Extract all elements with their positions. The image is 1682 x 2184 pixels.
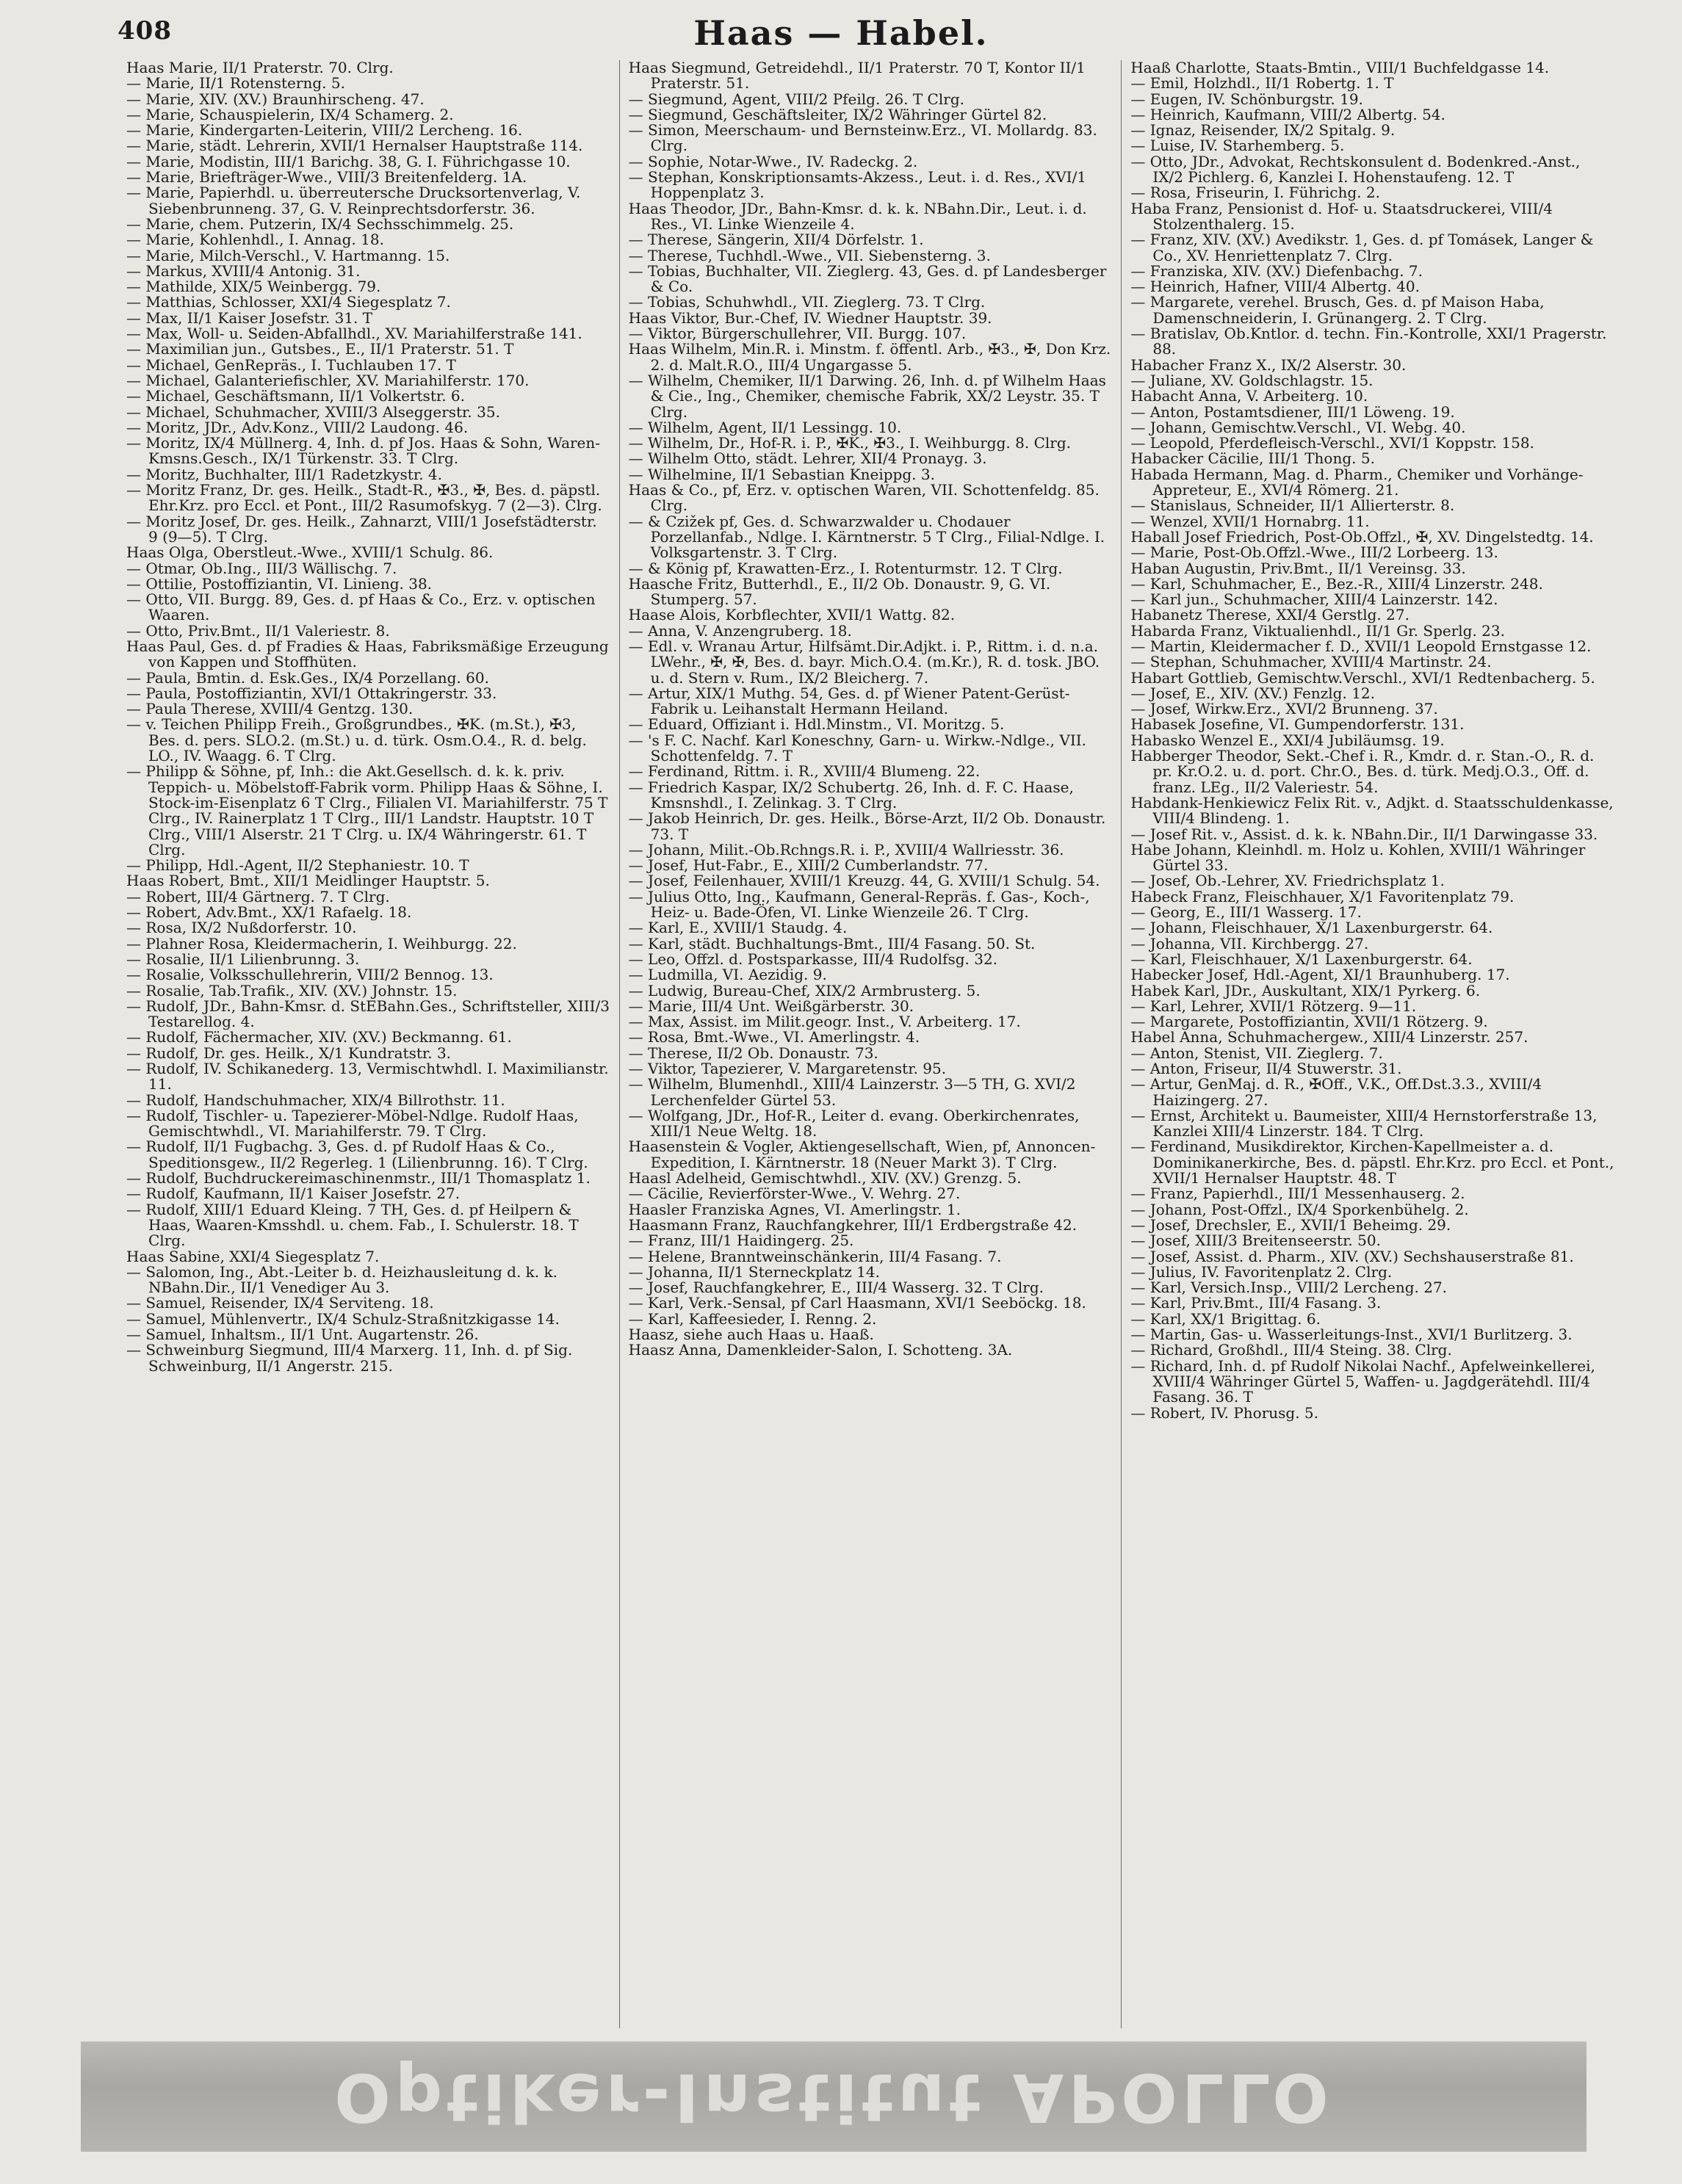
directory-entry: — Juliane, XV. Goldschlagstr. 15.: [1130, 371, 1374, 389]
directory-entry: — Julius, IV. Favoritenplatz 2. Clrg.: [1130, 1262, 1393, 1281]
directory-entry: Haas Paul, Ges. d. pf Fradies & Haas, Fabriksmäßige Erzeugung von Kappen und Stoffhüten.: [126, 637, 609, 671]
directory-entry: — Johann, Fleischhauer, X/1 Laxenburgerstr. 64.: [1130, 919, 1493, 937]
directory-entry: — Maximilian jun., Gutsbes., E., II/1 Praterstr. 51. T: [126, 340, 514, 358]
directory-entry: — Marie, Kohlenhdl., I. Annag. 18.: [126, 231, 384, 249]
directory-entry: — Otto, Priv.Bmt., II/1 Valeriestr. 8.: [126, 621, 390, 640]
directory-entry: Haas Marie, II/1 Praterstr. 70. Clrg.: [126, 60, 394, 76]
directory-entry: — Stephan, Schuhmacher, XVIII/4 Martinstr. 24.: [1130, 653, 1492, 671]
directory-entry: — & König pf, Krawatten-Erz., I. Rotenturmstr. 12. T Clrg.: [628, 559, 1063, 577]
directory-entry: — Karl, Lehrer, XVII/1 Rötzerg. 9—11.: [1130, 997, 1417, 1015]
directory-entry: — Tobias, Schuhwhdl., VII. Zieglerg. 73. T Clrg.: [628, 293, 986, 311]
directory-entry: — Paula, Postoffiziantin, XVI/1 Ottakringerstr. 33.: [126, 684, 497, 702]
directory-entry: — Julius Otto, Ing., Kaufmann, General-Repräs. f. Gas-, Koch-, Heiz- u. Bade-Öfen, VI. Linke Wienzeile 26. T Clrg.: [628, 887, 1090, 922]
directory-entry: — Therese, Tuchhdl.-Wwe., VII. Siebensterng. 3.: [628, 246, 991, 264]
directory-entry: — Richard, Inh. d. pf Rudolf Nikolai Nachf., Apfelweinkellerei, XVIII/4 Währinger Gürtel 5, Waffen- u. Jagdgerätehdl. III/4 Fasang. 36. T: [1130, 1356, 1595, 1406]
directory-entry: — Marie, chem. Putzerin, IX/4 Sechsschimmelg. 25.: [126, 214, 514, 233]
directory-entry: — Paula, Bmtin. d. Esk.Ges., IX/4 Porzellang. 60.: [126, 668, 489, 687]
directory-entry: — Rosa, Friseurin, I. Führichg. 2.: [1130, 184, 1380, 202]
directory-entry: — Eugen, IV. Schönburgstr. 19.: [1130, 90, 1363, 108]
directory-entry: — Karl, städt. Buchhaltungs-Bmt., III/4 Fasang. 50. St.: [628, 934, 1036, 952]
directory-entry: — Ernst, Architekt u. Baumeister, XIII/4 Hernstorferstraße 13, Kanzlei XIII/4 Linzerstr. 184. T Clrg.: [1130, 1106, 1598, 1140]
directory-entry: — Karl, Priv.Bmt., III/4 Fasang. 3.: [1130, 1294, 1382, 1312]
directory-entry: — Heinrich, Hafner, VIII/4 Albertg. 40.: [1130, 278, 1420, 296]
directory-entry: — Jakob Heinrich, Dr. ges. Heilk., Börse-Arzt, II/2 Ob. Donaustr. 73. T: [628, 809, 1106, 843]
directory-entry: — Samuel, Mühlenvertr., IX/4 Schulz-Straßnitzkigasse 14.: [126, 1309, 560, 1328]
directory-entry: — Rosalie, Volksschullehrerin, VIII/2 Bennog. 13.: [126, 966, 494, 984]
directory-entry: — Moritz, JDr., Adv.Konz., VIII/2 Laudong. 46.: [126, 418, 469, 436]
directory-entry: — Martin, Gas- u. Wasserleitungs-Inst., XVI/1 Burlitzerg. 3.: [1130, 1326, 1573, 1344]
directory-entry: — Josef, Rauchfangkehrer, E., III/4 Wasserg. 32. T Clrg.: [628, 1279, 1044, 1297]
directory-entry: — Wilhelm, Blumenhdl., XIII/4 Lainzerstr. 3—5 TH, G. XVI/2 Lerchenfelder Gürtel 53.: [628, 1075, 1076, 1109]
directory-entry: — Wilhelm, Chemiker, II/1 Darwing. 26, Inh. d. pf Wilhelm Haas & Cie., Ing., Chemiker, chemische Fabrik, XX/2 Leystr. 35. T Clrg.: [628, 371, 1106, 421]
directory-entry: — Otto, VII. Burgg. 89, Ges. d. pf Haas & Co., Erz. v. optischen Waaren.: [126, 590, 596, 624]
directory-entry: Haasl Adelheid, Gemischtwhdl., XIV. (XV.) Grenzg. 5.: [628, 1169, 1022, 1187]
directory-entry: — Heinrich, Kaufmann, VIII/2 Albertg. 54.: [1130, 105, 1445, 123]
directory-entry: — Marie, Briefträger-Wwe., VIII/3 Breitenfelderg. 1A.: [126, 168, 527, 187]
directory-entry: — Rudolf, Handschuhmacher, XIX/4 Billrothstr. 11.: [126, 1091, 505, 1109]
directory-entry: — Philipp, Hdl.-Agent, II/2 Stephaniestr. 10. T: [126, 856, 469, 875]
directory-entry: — Josef, Hut-Fabr., E., XIII/2 Cumberlandstr. 77.: [628, 856, 989, 875]
footer-advertisement-text: Optiker-Institut APOLLO: [334, 2058, 1333, 2136]
directory-columns: [118, 60, 1623, 2028]
directory-entry: — Marie, Post-Ob.Offzl.-Wwe., III/2 Lorbeerg. 13.: [1130, 543, 1498, 562]
directory-entry: — Michael, GenRepräs., I. Tuchlauben 17. T: [126, 355, 456, 374]
directory-entry: — Simon, Meerschaum- und Bernsteinw.Erz., VI. Mollardg. 83. Clrg.: [628, 121, 1097, 155]
directory-entry: Haasenstein & Vogler, Aktiengesellschaft, Wien, pf, Annoncen-Expedition, I. Kärntnerstr. 18 (Neuer Markt 3). T Clrg.: [628, 1138, 1096, 1171]
directory-entry: Haas Wilhelm, Min.R. i. Minstm. f. öffentl. Arb., ✠3., ✠, Don Krz. 2. d. Malt.R.O., III/4 Ungargasse 5.: [628, 340, 1111, 374]
directory-entry: — Josef, Feilenhauer, XVIII/1 Kreuzg. 44, G. XVIII/1 Schulg. 54.: [628, 872, 1100, 890]
directory-entry: — Marie, Papierhdl. u. überreutersche Drucksortenverlag, V. Siebenbrunneng. 37, G. V. Reinprechtsdorferstr. 36.: [126, 184, 581, 217]
directory-entry: — Martin, Kleidermacher f. D., XVII/1 Leopold Ernstgasse 12.: [1130, 637, 1592, 655]
directory-entry: — Georg, E., III/1 Wasserg. 17.: [1130, 903, 1362, 922]
directory-entry: — Paula Therese, XVIII/4 Gentzg. 130.: [126, 700, 414, 718]
directory-entry: — Karl, Kaffeesieder, I. Renng. 2.: [628, 1309, 877, 1328]
directory-entry: — Franz, Papierhdl., III/1 Messenhauserg. 2.: [1130, 1185, 1465, 1203]
directory-entry: — Friedrich Kaspar, IX/2 Schubertg. 26, Inh. d. F. C. Haase, Kmsnshdl., I. Zelinkag. 3. T Clrg.: [628, 778, 1074, 811]
directory-entry: — Marie, Modistin, III/1 Barichg. 38, G. I. Führichgasse 10.: [126, 152, 571, 170]
directory-entry: — Robert, III/4 Gärtnerg. 7. T Clrg.: [126, 887, 390, 905]
directory-entry: — Schweinburg Siegmund, III/4 Marxerg. 11, Inh. d. pf Sig. Schweinburg, II/1 Angerstr. 215.: [126, 1341, 573, 1375]
directory-entry: — Sophie, Notar-Wwe., IV. Radeckg. 2.: [628, 152, 918, 170]
directory-entry: — Salomon, Ing., Abt.-Leiter b. d. Heizhausleitung d. k. k. NBahn.Dir., II/1 Venediger Au 3.: [126, 1262, 557, 1297]
directory-entry: Habe Johann, Kleinhdl. m. Holz u. Kohlen, XVIII/1 Währinger Gürtel 33.: [1130, 840, 1586, 875]
directory-entry: Habacker Cäcilie, III/1 Thong. 5.: [1130, 449, 1375, 468]
directory-entry: — Karl, Versich.Insp., VIII/2 Lercheng. 27.: [1130, 1279, 1448, 1297]
directory-entry: — Josef Rit. v., Assist. d. k. k. NBahn.Dir., II/1 Darwingasse 33.: [1130, 825, 1598, 843]
directory-entry: — Karl, E., XVIII/1 Staudg. 4.: [628, 919, 848, 937]
directory-entry: — Josef, Assist. d. Pharm., XIV. (XV.) Sechshauserstraße 81.: [1130, 1247, 1574, 1265]
directory-entry: Haas Siegmund, Getreidehdl., II/1 Praterstr. 70 T, Kontor II/1 Praterstr. 51.: [628, 60, 1086, 93]
footer-advertisement: [81, 2042, 1587, 2152]
directory-entry: Habacher Franz X., IX/2 Alserstr. 30.: [1130, 355, 1407, 374]
directory-entry: — Markus, XVIII/4 Antonig. 31.: [126, 261, 361, 280]
directory-entry: — Max, II/1 Kaiser Josefstr. 31. T: [126, 308, 373, 327]
directory-entry: — Bratislav, Ob.Kntlor. d. techn. Fin.-Kontrolle, XXI/1 Pragerstr. 88.: [1130, 325, 1607, 358]
directory-entry: Haas Viktor, Bur.-Chef, IV. Wiedner Hauptstr. 39.: [628, 308, 992, 327]
directory-entry: — Johann, Gemischtw.Verschl., VI. Webg. 40.: [1130, 418, 1466, 436]
directory-entry: — Leo, Offzl. d. Postsparkasse, III/4 Rudolfsg. 32.: [628, 950, 998, 968]
directory-entry: Haase Alois, Korbflechter, XVII/1 Wattg. 82.: [628, 606, 956, 624]
directory-entry: — Siegmund, Geschäftsleiter, IX/2 Währinger Gürtel 82.: [628, 105, 1047, 123]
directory-entry: — Josef, Wirkw.Erz., XVI/2 Brunneng. 37.: [1130, 700, 1438, 718]
directory-entry: — Josef, E., XIV. (XV.) Fenzlg. 12.: [1130, 684, 1375, 702]
directory-entry: — Johann, Post-Offzl., IX/4 Sporkenbühelg. 2.: [1130, 1200, 1469, 1218]
directory-entry: Habel Anna, Schuhmachergew., XIII/4 Linzerstr. 257.: [1130, 1028, 1528, 1046]
directory-entry: — Rosalie, Tab.Trafik., XIV. (XV.) Johnstr. 15.: [126, 981, 458, 999]
directory-entry: — Rudolf, II/1 Fugbachg. 3, Ges. d. pf Rudolf Haas & Co., Speditionsgew., II/2 Regerleg. 1 (Lilienbrunng. 16). T Clrg.: [126, 1138, 588, 1171]
directory-entry: — Tobias, Buchhalter, VII. Zieglerg. 43, Ges. d. pf Landesberger & Co.: [628, 261, 1107, 296]
directory-entry: — Wilhelm, Dr., Hof-R. i. P., ✠K., ✠3., I. Weihburgg. 8. Clrg.: [628, 434, 1071, 452]
directory-entry: — Plahner Rosa, Kleidermacherin, I. Weihburgg. 22.: [126, 934, 517, 952]
directory-entry: — Max, Assist. im Milit.geogr. Inst., V. Arbeiterg. 17.: [628, 1013, 1021, 1031]
directory-entry: — Johann, Milit.-Ob.Rchngs.R. i. P., XVIII/4 Wallriesstr. 36.: [628, 840, 1064, 858]
directory-entry: Haas & Co., pf, Erz. v. optischen Waren, VII. Schottenfeldg. 85. Clrg.: [628, 481, 1100, 515]
column-middle: [619, 60, 1122, 2028]
directory-entry: — Marie, II/1 Rotensterng. 5.: [126, 74, 345, 93]
directory-entry: — Josef, Ob.-Lehrer, XV. Friedrichsplatz 1.: [1130, 872, 1445, 890]
directory-entry: — Wilhelm, Agent, II/1 Lessingg. 10.: [628, 418, 902, 436]
directory-entry: — 's F. C. Nachf. Karl Koneschny, Garn- u. Wirkw.-Ndlge., VII. Schottenfeldg. 7. T: [628, 731, 1086, 765]
directory-entry: — Moritz Josef, Dr. ges. Heilk., Zahnarzt, VIII/1 Josefstädterstr. 9 (9—5). T Clrg.: [126, 512, 597, 546]
directory-entry: — Rosa, IX/2 Nußdorferstr. 10.: [126, 919, 357, 937]
directory-entry: — Samuel, Inhaltsm., II/1 Unt. Augartenstr. 26.: [126, 1326, 479, 1344]
directory-entry: — Wenzel, XVII/1 Hornabrg. 11.: [1130, 512, 1370, 530]
directory-entry: — Stanislaus, Schneider, II/1 Allierterstr. 8.: [1130, 496, 1455, 515]
directory-entry: — Wolfgang, JDr., Hof-R., Leiter d. evang. Oberkirchenrates, XIII/1 Neue Weltg. 18.: [628, 1106, 1080, 1140]
column-left: [118, 60, 619, 2028]
directory-entry: — Rudolf, XIII/1 Eduard Kleing. 7 TH, Ges. d. pf Heilpern & Haas, Waaren-Kmsshdl. u. chem. Fab., I. Schulerstr. 18. T Clrg.: [126, 1200, 579, 1250]
directory-entry: — Marie, III/4 Unt. Weißgärberstr. 30.: [628, 997, 914, 1015]
directory-entry: — Johanna, II/1 Sterneckplatz 14.: [628, 1262, 880, 1281]
directory-entry: — Rudolf, IV. Schikanederg. 13, Vermischtwhdl. I. Maximilianstr. 11.: [126, 1060, 609, 1093]
directory-entry: Habecker Josef, Hdl.-Agent, XI/1 Braunhuberg. 17.: [1130, 966, 1510, 984]
directory-entry: — Anton, Stenist, VII. Zieglerg. 7.: [1130, 1044, 1383, 1062]
directory-entry: Haas Sabine, XXI/4 Siegesplatz 7.: [126, 1247, 380, 1265]
directory-entry: — Robert, Adv.Bmt., XX/1 Rafaelg. 18.: [126, 903, 412, 922]
directory-entry: — Anton, Postamtsdiener, III/1 Löweng. 19.: [1130, 402, 1455, 421]
directory-entry: — Karl jun., Schuhmacher, XIII/4 Lainzerstr. 142.: [1130, 590, 1498, 609]
directory-entry: — Anton, Friseur, II/4 Stuwerstr. 31.: [1130, 1060, 1402, 1077]
directory-entry: — Helene, Branntweinschänkerin, III/4 Fasang. 7.: [628, 1247, 1002, 1265]
directory-entry: — Marie, städt. Lehrerin, XVII/1 Hernalser Hauptstraße 114.: [126, 137, 583, 155]
directory-entry: Haasche Fritz, Butterhdl., E., II/2 Ob. Donaustr. 9, G. VI. Stumperg. 57.: [628, 574, 1051, 609]
directory-entry: Haas Robert, Bmt., XII/1 Meidlinger Hauptstr. 5.: [126, 872, 490, 890]
directory-entry: — Luise, IV. Starhemberg. 5.: [1130, 137, 1345, 155]
directory-entry: Habberger Theodor, Sekt.-Chef i. R., Kmdr. d. r. Stan.-O., R. d. pr. Kr.O.2. u. d. port. Chr.O., Bes. d. türk. Medj.O.3., Off. d. franz. LEg., II/2 Valeriestr. 54.: [1130, 747, 1595, 796]
directory-entry: Habasko Wenzel E., XXI/4 Jubiläumsg. 19.: [1130, 731, 1445, 749]
directory-entry: — Rudolf, Kaufmann, II/1 Kaiser Josefstr. 27.: [126, 1185, 461, 1203]
directory-entry: — Marie, Milch-Verschl., V. Hartmanng. 15.: [126, 246, 450, 264]
directory-entry: — Ignaz, Reisender, IX/2 Spitalg. 9.: [1130, 121, 1396, 140]
directory-entry: — Therese, Sängerin, XII/4 Dörfelstr. 1.: [628, 231, 924, 249]
directory-entry: — Siegmund, Agent, VIII/2 Pfeilg. 26. T Clrg.: [628, 90, 964, 108]
directory-entry: — Josef, XIII/3 Breitenseerstr. 50.: [1130, 1232, 1381, 1250]
directory-entry: — Richard, Großhdl., III/4 Steing. 38. Clrg.: [1130, 1341, 1452, 1359]
directory-entry: — Viktor, Tapezierer, V. Margaretenstr. 95.: [628, 1060, 947, 1077]
directory-entry: Haban Augustin, Priv.Bmt., II/1 Vereinsg. 33.: [1130, 559, 1466, 577]
directory-entry: — Marie, Schauspielerin, IX/4 Schamerg. 2.: [126, 105, 454, 123]
directory-entry: Haas Olga, Oberstleut.-Wwe., XVIII/1 Schulg. 86.: [126, 543, 494, 562]
directory-entry: — Marie, XIV. (XV.) Braunhirscheng. 47.: [126, 90, 425, 108]
directory-entry: — Ferdinand, Musikdirektor, Kirchen-Kapellmeister a. d. Dominikanerkirche, Bes. d. päpstl. Ehr.Krz. pro Eccl. et Pont., XVII/1 Hernalser Hauptstr. 48. T: [1130, 1138, 1614, 1187]
directory-entry: — Therese, II/2 Ob. Donaustr. 73.: [628, 1044, 878, 1062]
directory-entry: — Karl, Fleischhauer, X/1 Laxenburgerstr. 64.: [1130, 950, 1473, 968]
directory-entry: Haasz Anna, Damenkleider-Salon, I. Schotteng. 3A.: [628, 1341, 1013, 1359]
directory-entry: Haas Theodor, JDr., Bahn-Kmsr. d. k. k. NBahn.Dir., Leut. i. d. Res., VI. Linke Wienzeile 4.: [628, 199, 1087, 233]
directory-entry: Habanetz Therese, XXI/4 Gerstlg. 27.: [1130, 606, 1410, 624]
directory-entry: — Michael, Galanteriefischler, XV. Mariahilferstr. 170.: [126, 371, 530, 389]
directory-entry: — Anna, V. Anzengruberg. 18.: [628, 621, 852, 640]
directory-entry: — Stephan, Konskriptionsamts-Akzess., Leut. i. d. Res., XVI/1 Hoppenplatz 3.: [628, 168, 1087, 202]
directory-entry: Habdank-Henkiewicz Felix Rit. v., Adjkt. d. Staatsschuldenkasse, VIII/4 Blindeng. 1.: [1130, 793, 1614, 828]
directory-entry: — Artur, GenMaj. d. R., ✠Off., V.K., Off.Dst.3.3., XVIII/4 Haizingerg. 27.: [1130, 1075, 1542, 1109]
directory-entry: — Ferdinand, Rittm. i. R., XVIII/4 Blumeng. 22.: [628, 762, 981, 781]
directory-entry: Haasmann Franz, Rauchfangkehrer, III/1 Erdbergstraße 42.: [628, 1215, 1078, 1234]
directory-entry: Habarda Franz, Viktualienhdl., II/1 Gr. Sperlg. 23.: [1130, 621, 1505, 640]
directory-entry: — Artur, XIX/1 Muthg. 54, Ges. d. pf Wiener Patent-Gerüst-Fabrik u. Leihanstalt Hermann Heiland.: [628, 684, 1070, 718]
directory-entry: — Ludwig, Bureau-Chef, XIX/2 Armbrusterg. 5.: [628, 981, 981, 999]
directory-entry: — Karl, XX/1 Brigittag. 6.: [1130, 1309, 1321, 1328]
directory-entry: — Cäcilie, Revierförster-Wwe., V. Wehrg. 27.: [628, 1185, 961, 1203]
directory-entry: — Rudolf, Dr. ges. Heilk., X/1 Kundratstr. 3.: [126, 1044, 452, 1062]
directory-entry: — Moritz Franz, Dr. ges. Heilk., Stadt-R., ✠3., ✠, Bes. d. päpstl. Ehr.Krz. pro Eccl. et Pont., III/2 Rasumofskyg. 7 (2—3). Clrg.: [126, 481, 602, 515]
directory-entry: — Edl. v. Wranau Artur, Hilfsämt.Dir.Adjkt. i. P., Rittm. i. d. n.a. LWehr., ✠, ✠, Bes. d. bayr. Mich.O.4. (m.Kr.), R. d. tosk. JBO. u. d. Stern v. Rum., IX/2 Bleicherg. 7.: [628, 637, 1100, 687]
directory-entry: — Rosa, Bmt.-Wwe., VI. Amerlingstr. 4.: [628, 1028, 920, 1046]
directory-entry: — & Czižek pf, Ges. d. Schwarzwalder u. Chodauer Porzellanfab., Ndlge. I. Kärntnerstr. 5 T Clrg., Filial-Ndlge. I. Volksgartenstr. 3. T Clrg.: [628, 512, 1105, 562]
directory-entry: — Franz, XIV. (XV.) Avedikstr. 1, Ges. d. pf Tomásek, Langer & Co., XV. Henriettenplatz 7. Clrg.: [1130, 231, 1594, 264]
directory-entry: — Max, Woll- u. Seiden-Abfallhdl., XV. Mariahilferstraße 141.: [126, 325, 582, 343]
directory-entry: — Johanna, VII. Kirchbergg. 27.: [1130, 934, 1369, 952]
directory-entry: — Wilhelmine, II/1 Sebastian Kneippg. 3.: [628, 465, 935, 483]
directory-entry: — Karl, Schuhmacher, E., Bez.-R., XIII/4 Linzerstr. 248.: [1130, 574, 1543, 593]
directory-entry: — Marie, Kindergarten-Leiterin, VIII/2 Lercheng. 16.: [126, 121, 523, 140]
directory-entry: Habasek Josefine, VI. Gumpendorferstr. 131.: [1130, 715, 1465, 734]
directory-entry: — Samuel, Reisender, IX/4 Serviteng. 18.: [126, 1294, 434, 1312]
running-head: Haas — Habel.: [693, 13, 989, 53]
directory-entry: — Rosalie, II/1 Lilienbrunng. 3.: [126, 950, 360, 968]
page-number: 408: [118, 16, 172, 46]
directory-entry: — Ludmilla, VI. Aezidig. 9.: [628, 966, 827, 984]
directory-entry: — Michael, Geschäftsmann, II/1 Volkertstr. 6.: [126, 387, 466, 405]
directory-entry: — Otto, JDr., Advokat, Rechtskonsulent d. Bodenkred.-Anst., IX/2 Pichlerg. 6, Kanzlei I. Hohenstaufeng. 12. T: [1130, 152, 1581, 187]
directory-entry: — Michael, Schuhmacher, XVIII/3 Alseggerstr. 35.: [126, 402, 500, 421]
directory-entry: Haasz, siehe auch Haas u. Haaß.: [628, 1326, 874, 1344]
directory-entry: — Margarete, verehel. Brusch, Ges. d. pf Maison Haba, Damenschneiderin, I. Grünangerg. 2. T Clrg.: [1130, 293, 1545, 327]
directory-entry: — Rudolf, Fächermacher, XIV. (XV.) Beckmanng. 61.: [126, 1028, 512, 1046]
directory-entry: Haasler Franziska Agnes, VI. Amerlingstr. 1.: [628, 1200, 961, 1218]
directory-entry: — Rudolf, Buchdruckereimaschinenmstr., III/1 Thomasplatz 1.: [126, 1169, 591, 1187]
directory-entry: Haba Franz, Pensionist d. Hof- u. Staatsdruckerei, VIII/4 Stolzenthalerg. 15.: [1130, 199, 1553, 233]
directory-entry: Habek Karl, JDr., Auskultant, XIX/1 Pyrkerg. 6.: [1130, 981, 1481, 999]
directory-entry: — Viktor, Bürgerschullehrer, VII. Burgg. 107.: [628, 325, 967, 343]
directory-entry: — Ottilie, Postoffiziantin, VI. Linieng. 38.: [126, 574, 433, 593]
directory-entry: — Emil, Holzhdl., II/1 Robertg. 1. T: [1130, 74, 1394, 93]
directory-entry: — Josef, Drechsler, E., XVII/1 Beheimg. 29.: [1130, 1215, 1451, 1234]
column-right: [1121, 60, 1623, 2028]
directory-entry: Habada Hermann, Mag. d. Pharm., Chemiker und Vorhänge-Appreteur, E., XVI/4 Römerg. 21.: [1130, 465, 1584, 499]
directory-entry: — Leopold, Pferdefleisch-Verschl., XVI/1 Koppstr. 158.: [1130, 434, 1534, 452]
directory-entry: Habeck Franz, Fleischhauer, X/1 Favoritenplatz 79.: [1130, 887, 1515, 905]
directory-entry: Haball Josef Friedrich, Post-Ob.Offzl., ✠, XV. Dingelstedtg. 14.: [1130, 527, 1594, 546]
directory-entry: Habart Gottlieb, Gemischtw.Verschl., XVI/1 Redtenbacherg. 5.: [1130, 668, 1595, 687]
directory-entry: — Moritz, Buchhalter, III/1 Radetzkystr. 4.: [126, 465, 442, 483]
directory-entry: — Philipp & Söhne, pf, Inh.: die Akt.Gesellsch. d. k. k. priv. Teppich- u. Möbelstoff-Fabrik vorm. Philipp Haas & Söhne, I. Stock-im-Eisenplatz 6 T Clrg., Filialen VI. Mariahilferstr. 75 T Clrg., IV. Rainerplatz 1 T Clrg., III/1 Landstr. Hauptstr. 10 T Clrg., VIII/1 Alserstr. 21 T Clrg. u. IX/4 Währingerstr. 61. T Clrg.: [126, 762, 608, 858]
directory-entry: — Rudolf, JDr., Bahn-Kmsr. d. StEBahn.Ges., Schriftsteller, XIII/3 Testarellog. 4.: [126, 997, 610, 1031]
directory-entry: — Mathilde, XIX/5 Weinbergg. 79.: [126, 278, 381, 296]
directory-entry: — Franziska, XIV. (XV.) Diefenbachg. 7.: [1130, 261, 1423, 280]
directory-entry: — Otmar, Ob.Ing., III/3 Wällischg. 7.: [126, 559, 397, 577]
directory-entry: — Eduard, Offiziant i. Hdl.Minstm., VI. Moritzg. 5.: [628, 715, 1005, 734]
directory-entry: — Karl, Verk.-Sensal, pf Carl Haasmann, XVI/1 Seeböckg. 18.: [628, 1294, 1086, 1312]
directory-entry: — v. Teichen Philipp Freih., Großgrundbes., ✠K. (m.St.), ✠3, Bes. d. pers. SLO.2. (m.St.) u. d. türk. Osm.O.4., R. d. belg. LO., IV. Waagg. 6. T Clrg.: [126, 715, 587, 765]
directory-entry: — Wilhelm Otto, städt. Lehrer, XII/4 Pronayg. 3.: [628, 449, 987, 468]
directory-entry: Habacht Anna, V. Arbeiterg. 10.: [1130, 387, 1368, 405]
directory-entry: — Rudolf, Tischler- u. Tapezierer-Möbel-Ndlge. Rudolf Haas, Gemischtwhdl., VI. Mariahilferstr. 79. T Clrg.: [126, 1106, 579, 1140]
directory-entry: — Robert, IV. Phorusg. 5.: [1130, 1403, 1318, 1422]
directory-entry: — Matthias, Schlosser, XXI/4 Siegesplatz 7.: [126, 293, 451, 311]
directory-entry: — Franz, III/1 Haidingerg. 25.: [628, 1232, 854, 1250]
directory-entry: Haaß Charlotte, Staats-Bmtin., VIII/1 Buchfeldgasse 14.: [1130, 60, 1550, 76]
directory-entry: — Margarete, Postoffiziantin, XVII/1 Rötzerg. 9.: [1130, 1013, 1488, 1031]
directory-entry: — Moritz, IX/4 Müllnerg. 4, Inh. d. pf Jos. Haas & Sohn, Waren-Kmsns.Gesch., IX/1 Türkenstr. 33. T Clrg.: [126, 434, 601, 468]
